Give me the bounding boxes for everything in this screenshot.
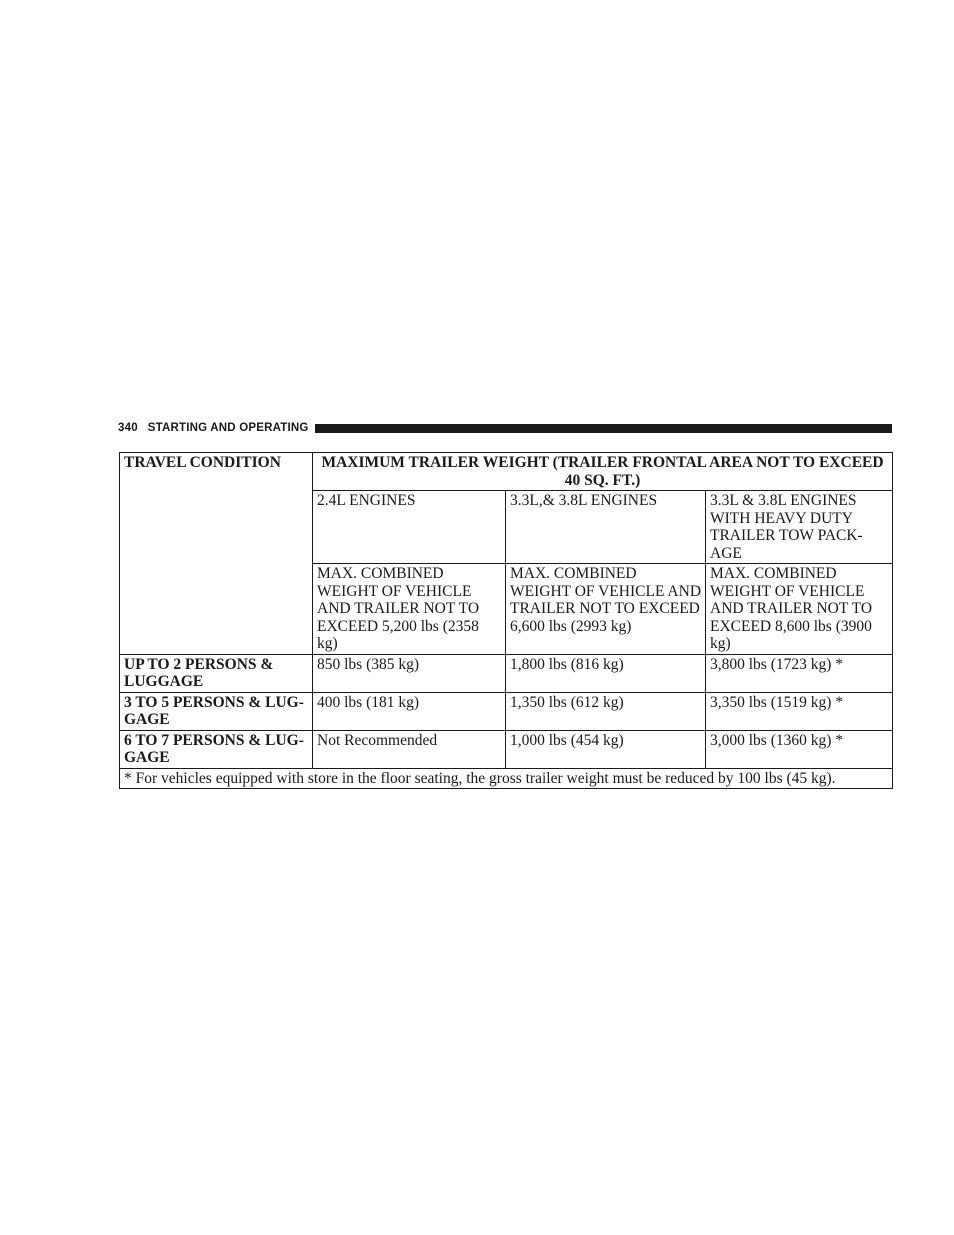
engine-cell-2-4l: 2.4L ENGINES — [313, 491, 506, 564]
weight-cell: 3,000 lbs (1360 kg) * — [706, 730, 893, 768]
weight-cell: 400 lbs (181 kg) — [313, 692, 506, 730]
condition-cell: 3 TO 5 PERSONS & LUG-GAGE — [120, 692, 313, 730]
footnote-row — [120, 768, 893, 789]
max-trailer-weight-header: MAXIMUM TRAILER WEIGHT (TRAILER FRONTAL AREA NOT TO EXCEED 40 SQ. FT.) — [313, 453, 893, 491]
combined-limit-cell: MAX. COMBINED WEIGHT OF VEHICLE AND TRAILER NOT TO EXCEED 8,600 lbs (3900 kg) — [706, 564, 893, 655]
weight-cell: 3,350 lbs (1519 kg) * — [706, 692, 893, 730]
travel-condition-header: TRAVEL CONDITION — [120, 453, 313, 655]
trailer-weight-table — [119, 452, 893, 789]
table-header-row — [120, 453, 893, 491]
weight-cell: Not Recommended — [313, 730, 506, 768]
page-header — [118, 420, 892, 436]
weight-cell: 1,800 lbs (816 kg) — [506, 654, 706, 692]
table-row — [120, 730, 893, 768]
weight-cell: 3,800 lbs (1723 kg) * — [706, 654, 893, 692]
weight-cell: 850 lbs (385 kg) — [313, 654, 506, 692]
header-rule — [315, 424, 892, 433]
section-title: STARTING AND OPERATING — [147, 422, 309, 434]
condition-cell: UP TO 2 PERSONS & LUGGAGE — [120, 654, 313, 692]
page-number: 340 — [118, 422, 138, 434]
footnote: * For vehicles equipped with store in the floor seating, the gross trailer weight must be reduced by 100 lbs (45 kg). — [120, 768, 893, 789]
weight-cell: 1,350 lbs (612 kg) — [506, 692, 706, 730]
combined-limit-cell: MAX. COMBINED WEIGHT OF VEHICLE AND TRAILER NOT TO EXCEED 6,600 lbs (2993 kg) — [506, 564, 706, 655]
combined-limit-cell: MAX. COMBINED WEIGHT OF VEHICLE AND TRAILER NOT TO EXCEED 5,200 lbs (2358 kg) — [313, 564, 506, 655]
condition-cell: 6 TO 7 PERSONS & LUG-GAGE — [120, 730, 313, 768]
engine-cell-heavy-duty: 3.3L & 3.8L ENGINES WITH HEAVY DUTY TRAILER TOW PACK-AGE — [706, 491, 893, 564]
table-row — [120, 654, 893, 692]
table-row — [120, 692, 893, 730]
engine-cell-3-3l-3-8l: 3.3L,& 3.8L ENGINES — [506, 491, 706, 564]
weight-cell: 1,000 lbs (454 kg) — [506, 730, 706, 768]
